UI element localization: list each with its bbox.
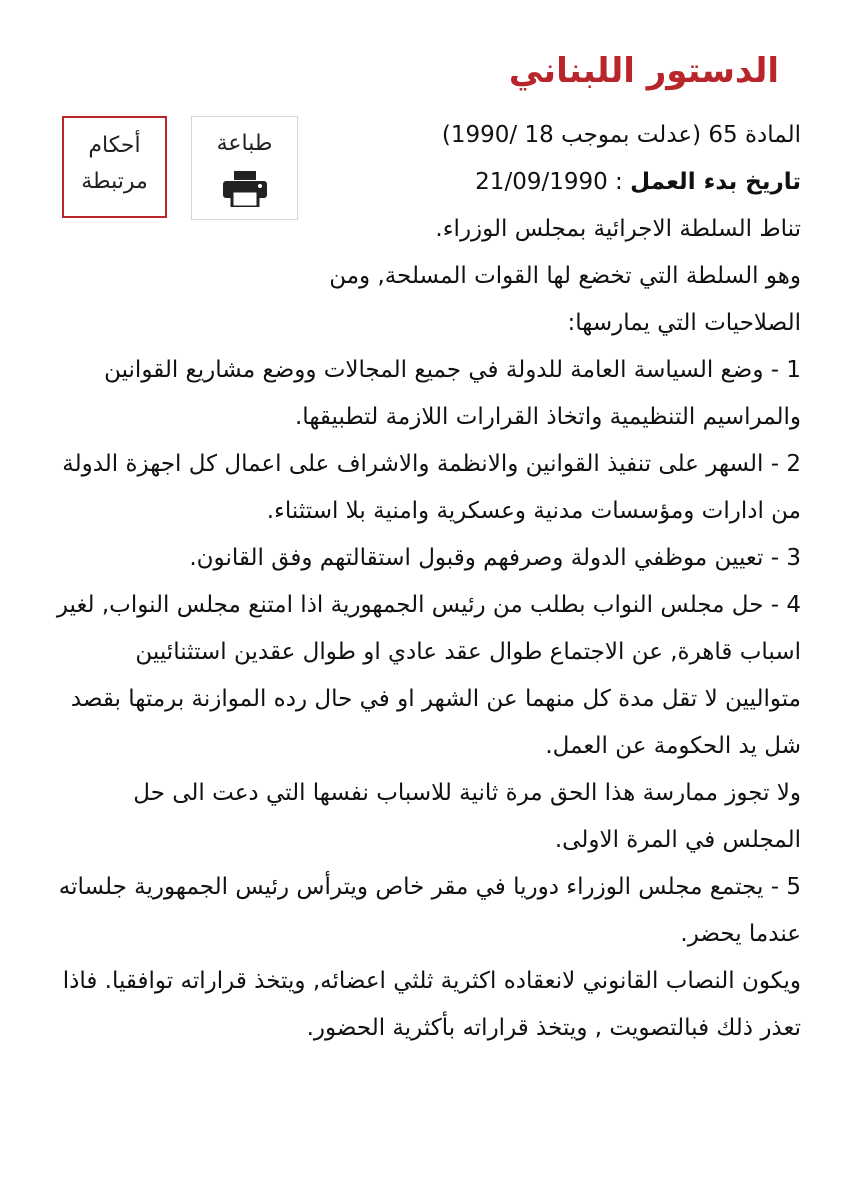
article-paragraph: ويكون النصاب القانوني لانعقاده اكثرية ثلثي اعضائه, ويتخذ قراراته توافقيا. فاذا تعذر ذلك فبالتصويت , ويتخذ قراراته بأكثرية الحضور. xyxy=(62,968,801,1041)
article-paragraph: 1 - وضع السياسة العامة للدولة في جميع المجالات ووضع مشاريع القوانين والمراسيم التنظيمية واتخاذ القرارات اللازمة لتطبيقها. xyxy=(104,357,801,430)
print-label: طباعة xyxy=(216,131,273,156)
article-paragraph: 5 - يجتمع مجلس الوزراء دوريا في مقر خاص ويترأس رئيس الجمهورية جلساته عندما يحضر. xyxy=(58,874,801,947)
effective-date-separator: : xyxy=(607,169,631,195)
article-paragraph: 3 - تعيين موظفي الدولة وصرفهم وقبول استقالتهم وفق القانون. xyxy=(189,545,801,571)
article-body xyxy=(56,112,801,1052)
article-paragraph: 2 - السهر على تنفيذ القوانين والانظمة والاشراف على اعمال كل اجهزة الدولة من ادارات ومؤسسات مدنية وعسكرية وامنية بلا استثناء. xyxy=(62,451,801,524)
effective-date-label: تاريخ بدء العمل xyxy=(630,169,801,195)
article-heading: المادة 65 (عدلت بموجب 18 /1990) xyxy=(441,122,801,148)
article-paragraph: تناط السلطة الاجرائية بمجلس الوزراء. xyxy=(435,216,801,242)
article-paragraph: ولا تجوز ممارسة هذا الحق مرة ثانية للاسباب نفسها التي دعت الى حل المجلس في المرة الاولى. xyxy=(133,780,801,853)
article-paragraph: وهو السلطة التي تخضع لها القوات المسلحة, ومن الصلاحيات التي يمارسها: xyxy=(329,263,801,336)
page-title: الدستور اللبناني xyxy=(508,50,779,91)
effective-date-line xyxy=(56,159,801,206)
related-rulings-label-line2: مرتبطة xyxy=(81,169,148,194)
article-paragraph: 4 - حل مجلس النواب بطلب من رئيس الجمهورية اذا امتنع مجلس النواب, لغير اسباب قاهرة, عن الاجتماع طوال عقد عادي او طوال عقدين استثنائيين متواليين لا تقل مدة كل منهما عن الشهر او في حال رده الموازنة برمتها بقصد شل يد الحكومة عن العمل. xyxy=(56,592,801,759)
effective-date-value: 21/09/1990 xyxy=(475,169,608,195)
related-rulings-label-line1: أحكام xyxy=(88,133,141,158)
